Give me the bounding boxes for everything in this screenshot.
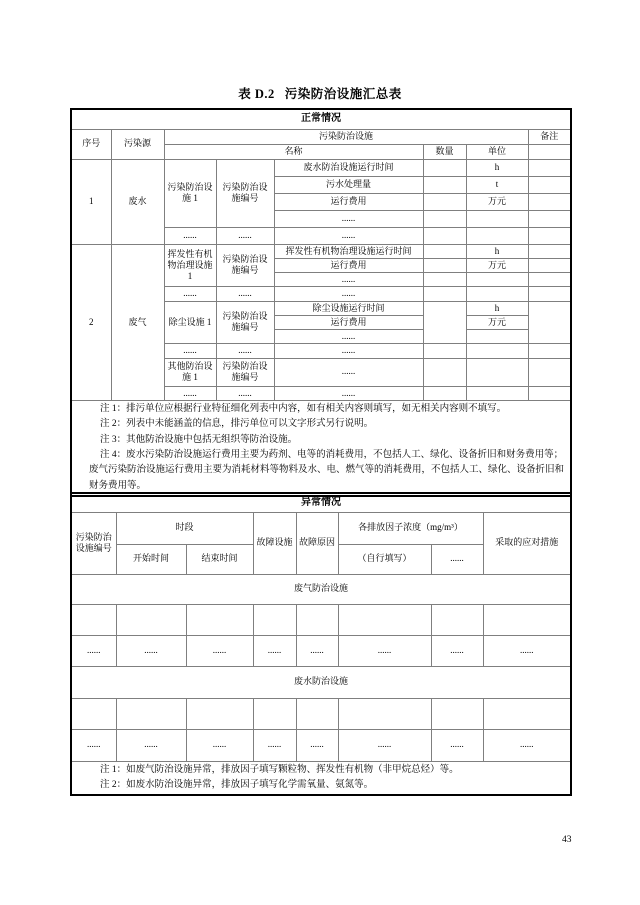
col-header-measures: 采取的应对措施 xyxy=(483,512,571,574)
normal-section-title: 正常情况 xyxy=(71,109,571,129)
blank-cell xyxy=(186,698,253,729)
facility-name: 污染防治设施 1 xyxy=(164,159,216,227)
item-name: 运行费用 xyxy=(274,193,423,210)
page-number: 43 xyxy=(562,835,572,845)
facility-name: 其他防治设施 1 xyxy=(164,358,216,386)
blank-cell xyxy=(466,210,528,227)
blank-cell xyxy=(423,287,466,301)
dots-cell: ...... xyxy=(164,227,216,244)
dots-cell: ...... xyxy=(253,729,296,761)
blank-cell xyxy=(423,159,466,176)
gas-facility-section-row: 废气防治设施 xyxy=(71,574,571,604)
note-line: 注 1：排污单位应根据行业特征细化列表中内容，如有相关内容则填写，如无相关内容则不填写。 xyxy=(100,403,507,414)
item-name: 运行费用 xyxy=(274,258,423,272)
item-name: 除尘设施运行时间 xyxy=(274,301,423,315)
blank-cell xyxy=(423,193,466,210)
dots-cell: ...... xyxy=(296,635,338,666)
item-unit: h xyxy=(466,301,528,315)
item-unit: 万元 xyxy=(466,193,528,210)
col-header-name: 名称 xyxy=(164,144,423,159)
item-unit: h xyxy=(466,244,528,258)
blank-cell xyxy=(431,604,483,635)
blank-cell xyxy=(423,258,466,272)
dots-cell: ...... xyxy=(274,358,423,386)
dots-cell: ...... xyxy=(186,729,253,761)
blank-cell xyxy=(528,344,571,358)
item-unit: 万元 xyxy=(466,315,528,329)
dots-cell: ...... xyxy=(338,635,431,666)
blank-cell xyxy=(71,698,116,729)
normal-conditions-table xyxy=(70,108,572,497)
blank-cell xyxy=(423,344,466,358)
blank-cell xyxy=(423,176,466,193)
blank-cell xyxy=(423,358,466,386)
normal-notes-cell xyxy=(71,400,571,496)
dots-cell: ...... xyxy=(483,635,571,666)
blank-cell xyxy=(466,273,528,287)
blank-cell xyxy=(423,244,466,258)
dots-cell: ...... xyxy=(431,729,483,761)
blank-cell xyxy=(186,604,253,635)
blank-cell xyxy=(253,698,296,729)
dots-cell: ...... xyxy=(216,386,274,400)
dots-cell: ...... xyxy=(71,635,116,666)
dots-cell: ...... xyxy=(296,729,338,761)
blank-cell xyxy=(528,301,571,344)
facility-number: 污染防治设施编号 xyxy=(216,244,274,287)
blank-cell xyxy=(466,287,528,301)
blank-cell xyxy=(528,244,571,258)
dots-cell: ...... xyxy=(71,729,116,761)
dots-cell: ...... xyxy=(431,635,483,666)
blank-cell xyxy=(528,144,571,159)
blank-cell xyxy=(528,227,571,244)
facility-number: 污染防治设施编号 xyxy=(216,358,274,386)
col-header-period: 时段 xyxy=(116,512,253,544)
dots-cell: ...... xyxy=(274,344,423,358)
dots-cell: ...... xyxy=(274,386,423,400)
item-unit: 万元 xyxy=(466,258,528,272)
dots-cell: ...... xyxy=(164,287,216,301)
blank-cell xyxy=(71,604,116,635)
blank-cell xyxy=(483,698,571,729)
col-header-unit: 单位 xyxy=(466,144,528,159)
item-unit: h xyxy=(466,159,528,176)
blank-cell xyxy=(423,273,466,287)
blank-cell xyxy=(528,193,571,210)
blank-cell xyxy=(296,604,338,635)
water-facility-section-row: 废水防治设施 xyxy=(71,666,571,698)
blank-cell xyxy=(528,210,571,227)
col-header-start-time: 开始时间 xyxy=(116,544,186,574)
item-name: ...... xyxy=(274,210,423,227)
col-header-fault-reason: 故障原因 xyxy=(296,512,338,574)
dots-cell: ...... xyxy=(164,386,216,400)
note-line: 注 3：其他防治设施中包括无组织等防治设施。 xyxy=(100,434,298,445)
col-header-source: 污染源 xyxy=(111,129,164,159)
abnormal-section-title: 异常情况 xyxy=(71,493,571,512)
blank-cell xyxy=(528,258,571,272)
col-header-fault-facility: 故障设施 xyxy=(253,512,296,574)
blank-cell xyxy=(423,227,466,244)
item-name: 运行费用 xyxy=(274,315,423,329)
col-header-index: 序号 xyxy=(71,129,111,159)
item-name: ...... xyxy=(274,330,423,344)
abnormal-conditions-table xyxy=(70,492,572,796)
dots-cell: ...... xyxy=(338,729,431,761)
blank-cell xyxy=(338,698,431,729)
blank-cell xyxy=(116,698,186,729)
blank-cell xyxy=(296,698,338,729)
dots-cell: ...... xyxy=(274,227,423,244)
blank-cell xyxy=(528,273,571,287)
col-header-remark: 备注 xyxy=(528,129,571,144)
facility-number: 污染防治设施编号 xyxy=(216,159,274,227)
item-unit: t xyxy=(466,176,528,193)
col-header-quantity: 数量 xyxy=(423,144,466,159)
blank-cell xyxy=(466,227,528,244)
abnormal-notes-cell xyxy=(71,761,571,795)
dots-cell: ...... xyxy=(216,344,274,358)
dots-cell: ...... xyxy=(431,544,483,574)
note-line: 注 1：如废气防治设施异常，排放因子填写颗粒物、挥发性有机物（非甲烷总烃）等。 xyxy=(100,764,459,775)
facility-number: 污染防治设施编号 xyxy=(216,301,274,344)
blank-cell xyxy=(466,358,528,386)
blank-cell xyxy=(528,159,571,176)
blank-cell xyxy=(253,604,296,635)
dots-cell: ...... xyxy=(186,635,253,666)
col-header-end-time: 结束时间 xyxy=(186,544,253,574)
dots-cell: ...... xyxy=(483,729,571,761)
blank-cell xyxy=(423,210,466,227)
blank-cell xyxy=(528,287,571,301)
dots-cell: ...... xyxy=(164,344,216,358)
dots-cell: ...... xyxy=(216,287,274,301)
table-number: 表 D.2 xyxy=(238,87,275,101)
blank-cell xyxy=(466,344,528,358)
item-name: 废水防治设施运行时间 xyxy=(274,159,423,176)
dots-cell: ...... xyxy=(216,227,274,244)
table-title-text: 污染防治设施汇总表 xyxy=(284,87,402,101)
row-index: 2 xyxy=(71,244,111,400)
item-name: 污水处理量 xyxy=(274,176,423,193)
pollution-source: 废水 xyxy=(111,159,164,244)
col-header-facility-group: 污染防治设施 xyxy=(164,129,528,144)
dots-cell: ...... xyxy=(253,635,296,666)
dots-cell: ...... xyxy=(116,635,186,666)
blank-cell xyxy=(423,386,466,400)
blank-cell xyxy=(528,176,571,193)
blank-cell xyxy=(528,358,571,386)
item-name: 挥发性有机物治理设施运行时间 xyxy=(274,244,423,258)
blank-cell xyxy=(528,386,571,400)
blank-cell xyxy=(466,330,528,344)
pollution-source: 废气 xyxy=(111,244,164,400)
blank-cell xyxy=(466,386,528,400)
col-header-self-fill: （自行填写） xyxy=(338,544,431,574)
facility-name: 除尘设施 1 xyxy=(164,301,216,344)
col-header-facility-no: 污染防治设施编号 xyxy=(71,512,116,574)
row-index: 1 xyxy=(71,159,111,244)
blank-cell xyxy=(483,604,571,635)
col-header-concentration: 各排放因子浓度（mg/m³） xyxy=(338,512,483,544)
dots-cell: ...... xyxy=(274,287,423,301)
blank-cell xyxy=(116,604,186,635)
dots-cell: ...... xyxy=(116,729,186,761)
blank-cell xyxy=(431,698,483,729)
note-line: 注 2：如废水防治设施异常，排放因子填写化学需氧量、氨氮等。 xyxy=(100,779,374,790)
note-line: 注 4：废水污染防治设施运行费用主要为药剂、电等的消耗费用，不包括人工、绿化、设备折旧和财务费用等；废气污染防治设施运行费用主要为消耗材料等物料及水、电、燃气等的消耗费用，不包括人工、绿化、设备折旧和财务费用等。 xyxy=(89,449,565,491)
blank-cell xyxy=(338,604,431,635)
note-line: 注 2：列表中未能涵盖的信息，排污单位可以文字形式另行说明。 xyxy=(100,419,374,430)
item-name: ...... xyxy=(274,273,423,287)
blank-cell xyxy=(423,301,466,344)
page-title xyxy=(0,84,640,102)
facility-name: 挥发性有机物治理设施 1 xyxy=(164,244,216,287)
